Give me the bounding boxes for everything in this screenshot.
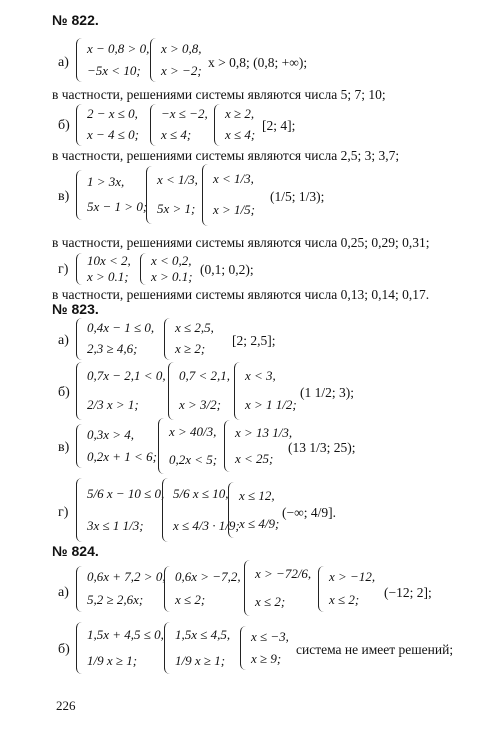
inequality: x < 3, bbox=[245, 368, 276, 384]
brace-icon bbox=[76, 566, 84, 612]
system bbox=[164, 566, 241, 612]
inequality: x ≤ 2; bbox=[255, 593, 286, 609]
system bbox=[228, 482, 279, 538]
inequality: 0,3x > 4, bbox=[87, 426, 135, 442]
brace-icon bbox=[228, 482, 236, 538]
inequality: x ≥ 2; bbox=[175, 341, 206, 357]
part-label: в) bbox=[58, 440, 70, 455]
system bbox=[76, 318, 154, 360]
system bbox=[140, 253, 193, 285]
part-label: а) bbox=[58, 585, 69, 600]
brace-icon bbox=[76, 622, 84, 674]
answer: (−12; 2]; bbox=[384, 585, 432, 600]
inequality: x > 13 1/3, bbox=[235, 424, 293, 440]
answer: (1 1/2; 3); bbox=[300, 385, 354, 400]
inequality: 1,5x ≤ 4,5, bbox=[175, 626, 231, 642]
system bbox=[76, 253, 131, 285]
system bbox=[76, 566, 166, 612]
system bbox=[234, 362, 297, 420]
inequality: 1,5x + 4,5 ≤ 0, bbox=[87, 626, 164, 642]
inequality: 0,2x + 1 < 6; bbox=[87, 448, 157, 464]
answer: (1/5; 1/3); bbox=[270, 189, 325, 204]
system bbox=[150, 38, 202, 82]
note: в частности, решениями системы являются числа 0,25; 0,29; 0,31; bbox=[52, 235, 430, 250]
inequality: x < 1/3, bbox=[213, 171, 254, 187]
inequality: 2 − x ≤ 0, bbox=[87, 106, 138, 122]
brace-icon bbox=[150, 38, 158, 82]
inequality: 5,2 ≥ 2,6x; bbox=[87, 592, 144, 608]
brace-icon bbox=[164, 318, 172, 360]
note: в частности, решениями системы являются числа 5; 7; 10; bbox=[52, 87, 386, 102]
inequality: x − 0,8 > 0, bbox=[87, 40, 150, 56]
brace-icon bbox=[214, 104, 222, 146]
brace-icon bbox=[164, 622, 172, 674]
inequality: x > 0.1; bbox=[87, 268, 129, 284]
inequality: x ≤ 4; bbox=[225, 127, 256, 143]
part-label: б) bbox=[58, 642, 70, 657]
brace-icon bbox=[76, 478, 84, 542]
answer: (0,1; 0,2); bbox=[200, 262, 254, 277]
inequality: x > 0.1; bbox=[151, 268, 193, 284]
inequality: x > 40/3, bbox=[169, 423, 217, 439]
inequality: 10x < 2, bbox=[87, 252, 131, 268]
answer: (−∞; 4/9]. bbox=[282, 505, 336, 520]
part-label: а) bbox=[58, 55, 69, 70]
inequality: 5/6 x − 10 ≤ 0, bbox=[87, 485, 165, 501]
system bbox=[164, 318, 214, 360]
inequality: 1/9 x ≥ 1; bbox=[87, 652, 138, 668]
inequality: x > −72/6, bbox=[255, 565, 312, 581]
brace-icon bbox=[318, 566, 326, 612]
system bbox=[214, 104, 255, 146]
inequality: 0,6x > −7,2, bbox=[175, 569, 241, 585]
system bbox=[76, 424, 157, 468]
inequality: −5x < 10; bbox=[87, 62, 141, 78]
inequality: x ≤ 2,5, bbox=[175, 320, 214, 336]
brace-icon bbox=[76, 253, 84, 285]
brace-icon bbox=[76, 362, 84, 420]
brace-icon bbox=[162, 478, 170, 542]
brace-icon bbox=[76, 318, 84, 360]
brace-icon bbox=[146, 166, 154, 224]
inequality: x ≤ 4/9; bbox=[239, 515, 280, 531]
problem-number-824: № 824. bbox=[52, 543, 99, 559]
system bbox=[76, 478, 164, 542]
note: в частности, решениями системы являются числа 2,5; 3; 3,7; bbox=[52, 148, 400, 163]
inequality: x ≤ 4/3 · 1/9; bbox=[173, 517, 240, 533]
inequality: x > 1/5; bbox=[213, 202, 255, 218]
system bbox=[76, 170, 147, 220]
inequality: x < 25; bbox=[235, 450, 274, 466]
brace-icon bbox=[76, 38, 84, 82]
brace-icon bbox=[158, 418, 166, 474]
system bbox=[202, 164, 255, 226]
inequality: 0,7 < 2,1, bbox=[179, 368, 231, 384]
inequality: 5/6 x ≤ 10, bbox=[173, 485, 229, 501]
brace-icon bbox=[240, 626, 248, 670]
brace-icon bbox=[76, 104, 84, 146]
brace-icon bbox=[234, 362, 242, 420]
inequality: x > −2; bbox=[161, 62, 202, 78]
answer: x > 0,8; (0,8; +∞); bbox=[208, 55, 308, 70]
system bbox=[244, 560, 311, 616]
brace-icon bbox=[244, 560, 252, 616]
brace-icon bbox=[76, 424, 84, 468]
inequality: x − 4 ≤ 0; bbox=[87, 127, 140, 143]
answer: (13 1/3; 25); bbox=[288, 440, 356, 455]
inequality: x > 1 1/2; bbox=[245, 397, 297, 413]
brace-icon bbox=[76, 170, 84, 220]
inequality: 0,4x − 1 ≤ 0, bbox=[87, 320, 155, 336]
page-number: 226 bbox=[56, 698, 76, 713]
answer: система не имеет решений; bbox=[296, 642, 454, 657]
note: в частности, решениями системы являются числа 0,13; 0,14; 0,17. bbox=[52, 287, 430, 302]
inequality: 5x − 1 > 0; bbox=[87, 199, 148, 215]
system bbox=[240, 626, 289, 670]
answer: [2; 4]; bbox=[262, 118, 296, 133]
system bbox=[224, 420, 292, 472]
part-label: г) bbox=[58, 505, 69, 520]
inequality: −x ≤ −2, bbox=[161, 106, 208, 122]
inequality: x < 1/3, bbox=[157, 172, 198, 188]
system bbox=[76, 622, 164, 674]
system bbox=[76, 104, 139, 146]
inequality: x > −12, bbox=[329, 569, 376, 585]
inequality: x ≥ 9; bbox=[251, 650, 282, 666]
brace-icon bbox=[140, 253, 148, 285]
problem-number-823: № 823. bbox=[52, 301, 99, 317]
brace-icon bbox=[164, 566, 172, 612]
inequality: 2,3 ≥ 4,6; bbox=[87, 341, 138, 357]
inequality: x ≤ −3, bbox=[251, 628, 289, 644]
system bbox=[168, 362, 230, 420]
inequality: x > 3/2; bbox=[179, 397, 221, 413]
inequality: x ≤ 4; bbox=[161, 127, 192, 143]
system bbox=[150, 104, 208, 146]
inequality: 1 > 3x, bbox=[87, 174, 125, 190]
brace-icon bbox=[150, 104, 158, 146]
brace-icon bbox=[168, 362, 176, 420]
system bbox=[146, 166, 198, 224]
inequality: 0,6x + 7,2 > 0, bbox=[87, 569, 166, 585]
part-label: а) bbox=[58, 333, 69, 348]
inequality: x ≥ 2, bbox=[225, 106, 255, 122]
inequality: 1/9 x ≥ 1; bbox=[175, 652, 226, 668]
inequality: 2/3 x > 1; bbox=[87, 397, 139, 413]
system bbox=[76, 362, 166, 420]
inequality: 0,2x < 5; bbox=[169, 451, 218, 467]
part-label: б) bbox=[58, 385, 70, 400]
system bbox=[318, 566, 375, 612]
system bbox=[76, 38, 149, 82]
answer: [2; 2,5]; bbox=[232, 333, 276, 348]
system bbox=[158, 418, 217, 474]
inequality: x > 0,8, bbox=[161, 40, 202, 56]
brace-icon bbox=[224, 420, 232, 472]
part-label: б) bbox=[58, 118, 70, 133]
inequality: 5x > 1; bbox=[157, 201, 196, 217]
inequality: x ≤ 2; bbox=[329, 592, 360, 608]
system bbox=[164, 622, 230, 674]
inequality: 3x ≤ 1 1/3; bbox=[87, 517, 144, 533]
part-label: в) bbox=[58, 189, 70, 204]
problem-number-822: № 822. bbox=[52, 12, 99, 28]
inequality: x ≤ 2; bbox=[175, 592, 206, 608]
brace-icon bbox=[202, 164, 210, 226]
inequality: x ≤ 12, bbox=[239, 487, 275, 503]
inequality: 0,7x − 2,1 < 0, bbox=[87, 368, 166, 384]
part-label: г) bbox=[58, 262, 69, 277]
inequality: x < 0,2, bbox=[151, 252, 192, 268]
